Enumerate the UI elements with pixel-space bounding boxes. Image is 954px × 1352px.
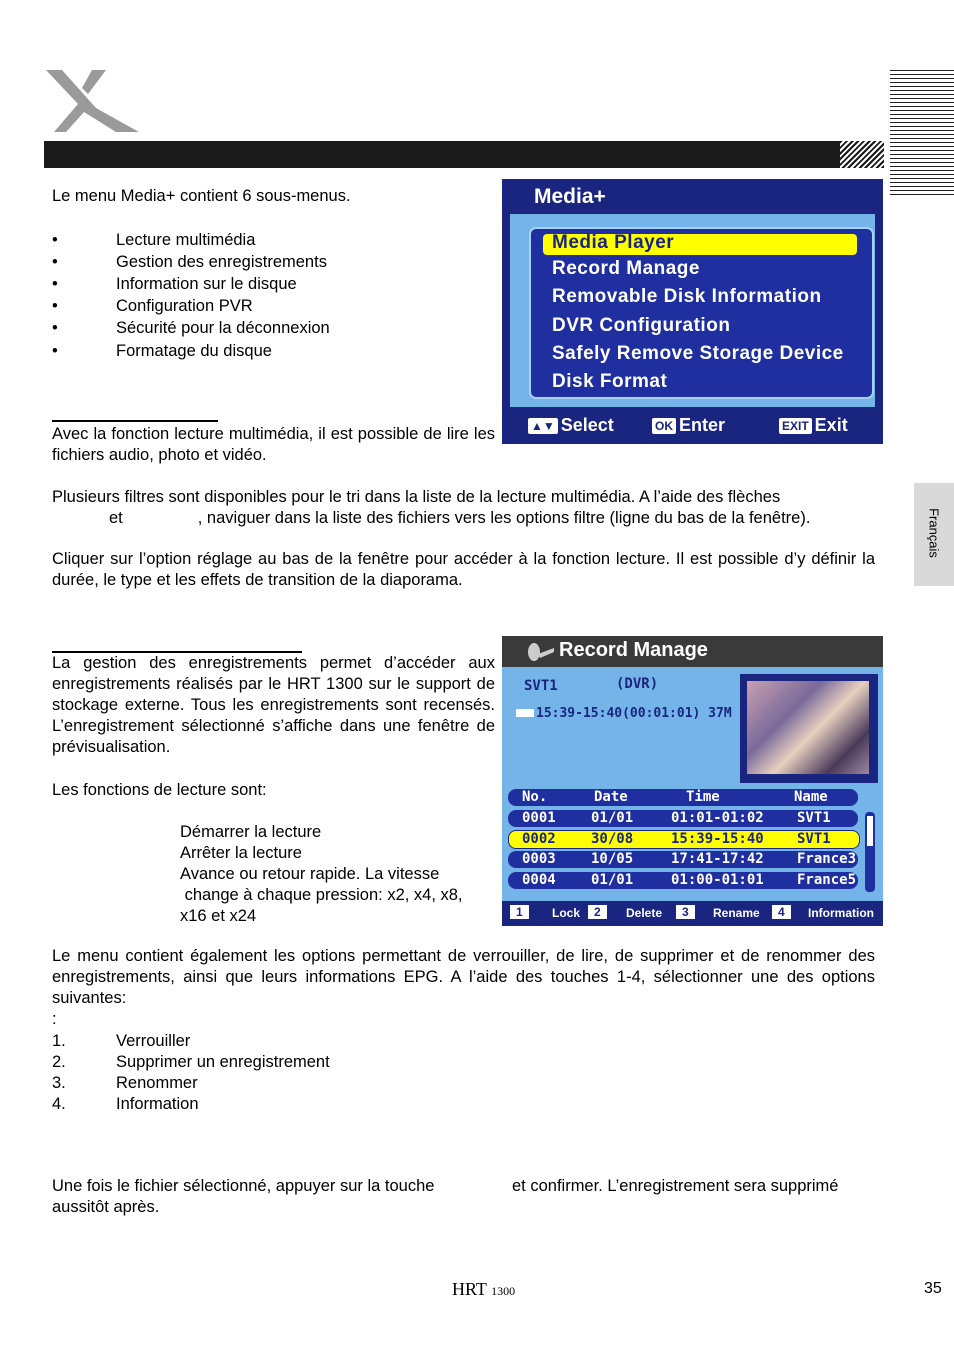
menu-item-media-player[interactable]: Media Player: [552, 232, 675, 253]
arrow-keys-icon: ▲▼: [528, 418, 558, 434]
language-tab: Français: [914, 483, 954, 586]
record-manage-footer: [502, 901, 883, 926]
preview-window: [740, 674, 878, 783]
page-number: 35: [924, 1280, 942, 1297]
progress-icon: [516, 709, 534, 717]
header-bar: [44, 141, 844, 168]
delete-text-b: et confirmer. L’enregistrement sera supprimé: [512, 1177, 839, 1195]
list-item: x16 et x24: [180, 907, 257, 925]
information-option[interactable]: Information: [808, 906, 874, 920]
table-row[interactable]: 0001 01/01 01:01-01:02 SVT1: [508, 810, 858, 827]
record-icon: [524, 640, 556, 664]
media-menu-footer: ▲▼ Select OK Enter EXIT Exit: [502, 407, 883, 444]
menu-item-dvr-config[interactable]: DVR Configuration: [552, 315, 731, 336]
table-row[interactable]: 0004 01/01 01:00-01:01 France5: [508, 872, 858, 889]
corner-stripes: [890, 70, 954, 196]
list-scrollbar[interactable]: [865, 812, 875, 892]
footer-brand: HRT 1300: [452, 1279, 516, 1299]
table-row-selected[interactable]: 0002 30/08 15:39-15:40 SVT1: [508, 830, 860, 849]
colon-text: :: [52, 1010, 57, 1028]
header-hatch: [840, 141, 884, 168]
channel-name: SVT1: [524, 678, 558, 694]
table-header: No. Date Time Name: [508, 789, 858, 806]
lock-option[interactable]: Lock: [552, 906, 581, 920]
list-item: Démarrer la lecture: [180, 823, 322, 841]
list-item: Arrêter la lecture: [180, 844, 302, 862]
delete-option[interactable]: Delete: [626, 906, 663, 920]
media-player-text: Avec la fonction lecture multimédia, il est possible de lire les fichiers audio, photo et vidéo.: [52, 425, 495, 464]
delete-text-a: Une fois le fichier sélectionné, appuyer sur la touche: [52, 1177, 435, 1195]
key-4-icon: 4: [772, 905, 791, 919]
menu-item-disk-format[interactable]: Disk Format: [552, 371, 668, 392]
menu-item-safely-remove[interactable]: Safely Remove Storage Device: [552, 343, 844, 364]
play-functions-title: Les fonctions de lecture sont:: [52, 781, 267, 799]
filter-text: Plusieurs filtres sont disponibles pour le tri dans la liste de la lecture multimédia. A l’aide des flèches et , naviguer dans la liste des fichiers vers les options filtre (ligne du bas de la fenêtre).: [52, 488, 811, 527]
options-text: Le menu contient également les options permettant de verrouiller, de lire, de supprimer et de renommer des enregistrements, ainsi que leurs informations EPG. A l’aide des touches 1-4, sélectionner une des options suivantes:: [52, 947, 875, 1007]
delete-text-c: aussitôt après.: [52, 1198, 160, 1216]
key-2-icon: 2: [588, 905, 607, 919]
record-manage-title: Record Manage: [559, 639, 708, 661]
section-underline: [52, 420, 218, 422]
media-menu-title: Media+: [534, 185, 606, 208]
record-manage-text: La gestion des enregistrements permet d’accéder aux enregistrements réalisés par le HRT 1300 sur le support de stockage externe. Tous les enregistrements sont recensés. L’enregistrement sélectionné s’affiche dans une fenêtre de prévisualisation.: [52, 654, 495, 756]
play-functions-list: [180, 822, 463, 927]
key-1-icon: 1: [510, 905, 529, 919]
brand-logo: [44, 68, 144, 136]
menu-item-disk-info[interactable]: Removable Disk Information: [552, 286, 822, 307]
list-item: Avance ou retour rapide. La vitesse: [180, 865, 440, 883]
record-detail: 15:39-15:40(00:01:01) 37M: [536, 706, 732, 721]
key-3-icon: 3: [676, 905, 695, 919]
table-row[interactable]: 0003 10/05 17:41-17:42 France3: [508, 851, 858, 868]
exit-key-icon: EXIT: [779, 418, 812, 434]
media-menu-list: [529, 227, 874, 399]
list-item: change à chaque pression: x2, x4, x8,: [180, 886, 463, 904]
rename-option[interactable]: Rename: [713, 906, 760, 920]
intro-text: Le menu Media+ contient 6 sous-menus.: [52, 187, 351, 205]
media-menu-screenshot: [502, 179, 883, 444]
menu-item-record-manage[interactable]: Record Manage: [552, 258, 700, 279]
settings-text: Cliquer sur l’option réglage au bas de la fenêtre pour accéder à la fonction lecture. Il est possible d’y définir la durée, le type et les effets de transition de la diaporama.: [52, 550, 875, 589]
ok-key-icon: OK: [652, 418, 676, 434]
record-type: (DVR): [616, 676, 659, 692]
record-manage-screenshot: [502, 636, 883, 926]
